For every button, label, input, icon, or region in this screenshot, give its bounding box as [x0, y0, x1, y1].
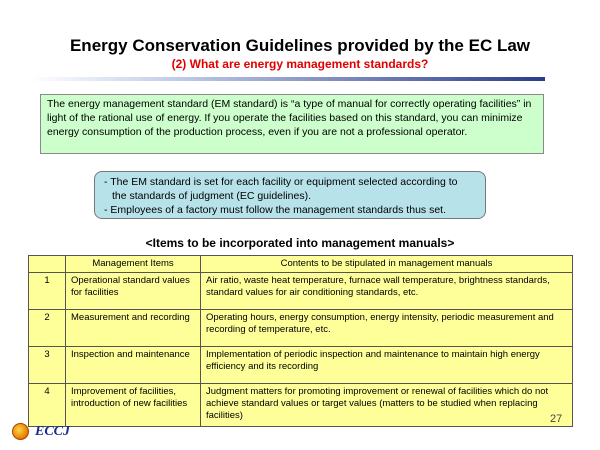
title-divider: [30, 77, 545, 81]
em-standard-definition-box: [40, 94, 544, 154]
table-header-row: [29, 256, 573, 273]
table-row: [29, 384, 573, 427]
row-number: 2: [29, 310, 66, 347]
row-content: Judgment matters for promoting improvement or renewal of facilities which do not achieve standard values or target values (matters to be studied when replacing facilities): [201, 384, 573, 427]
table-row: [29, 273, 573, 310]
table-header-num: [29, 256, 66, 273]
slide-title: Energy Conservation Guidelines provided by the EC Law: [69, 36, 531, 55]
em-standard-notes-box: [94, 171, 486, 219]
row-number: 3: [29, 347, 66, 384]
row-item: Measurement and recording: [66, 310, 201, 347]
page-number: 27: [550, 413, 563, 425]
row-content: Air ratio, waste heat temperature, furnace wall temperature, brightness standards, standard values for air conditioning standards, etc.: [201, 273, 573, 310]
eccj-logo-text: ECCJ: [35, 423, 71, 439]
section-heading: <Items to be incorporated into management manuals>: [145, 236, 455, 250]
note-line-3: - Employees of a factory must follow the management standards thus set.: [104, 204, 446, 216]
row-content: Operating hours, energy consumption, energy intensity, periodic measurement and recording of temperature, etc.: [201, 310, 573, 347]
row-number: 1: [29, 273, 66, 310]
row-number: 4: [29, 384, 66, 427]
row-item: Operational standard values for facilities: [66, 273, 201, 310]
em-standard-definition-text: The energy management standard (EM standard) is “a type of manual for correctly operating facilities” in light of the rational use of energy. If you operate the facilities based on this standard, you can minimize energy consumption of the production process, even if you are not a professional operator.: [47, 98, 532, 138]
note-line-1: - The EM standard is set for each facility or equipment selected according to: [104, 176, 458, 188]
table-row: [29, 347, 573, 384]
table-row: [29, 310, 573, 347]
table-header-contents: Contents to be stipulated in management manuals: [201, 256, 573, 273]
row-item: Improvement of facilities, introduction of new facilities: [66, 384, 201, 427]
slide-subtitle: (2) What are energy management standards?: [171, 57, 429, 71]
table-header-items: Management Items: [66, 256, 201, 273]
note-line-2: the standards of judgment (EC guidelines).: [112, 190, 312, 202]
eccj-logo: [12, 423, 70, 440]
management-items-table: [28, 255, 573, 427]
row-content: Implementation of periodic inspection and maintenance to maintain high energy efficiency and its recording: [201, 347, 573, 384]
row-item: Inspection and maintenance: [66, 347, 201, 384]
eccj-logo-icon: [12, 423, 29, 440]
